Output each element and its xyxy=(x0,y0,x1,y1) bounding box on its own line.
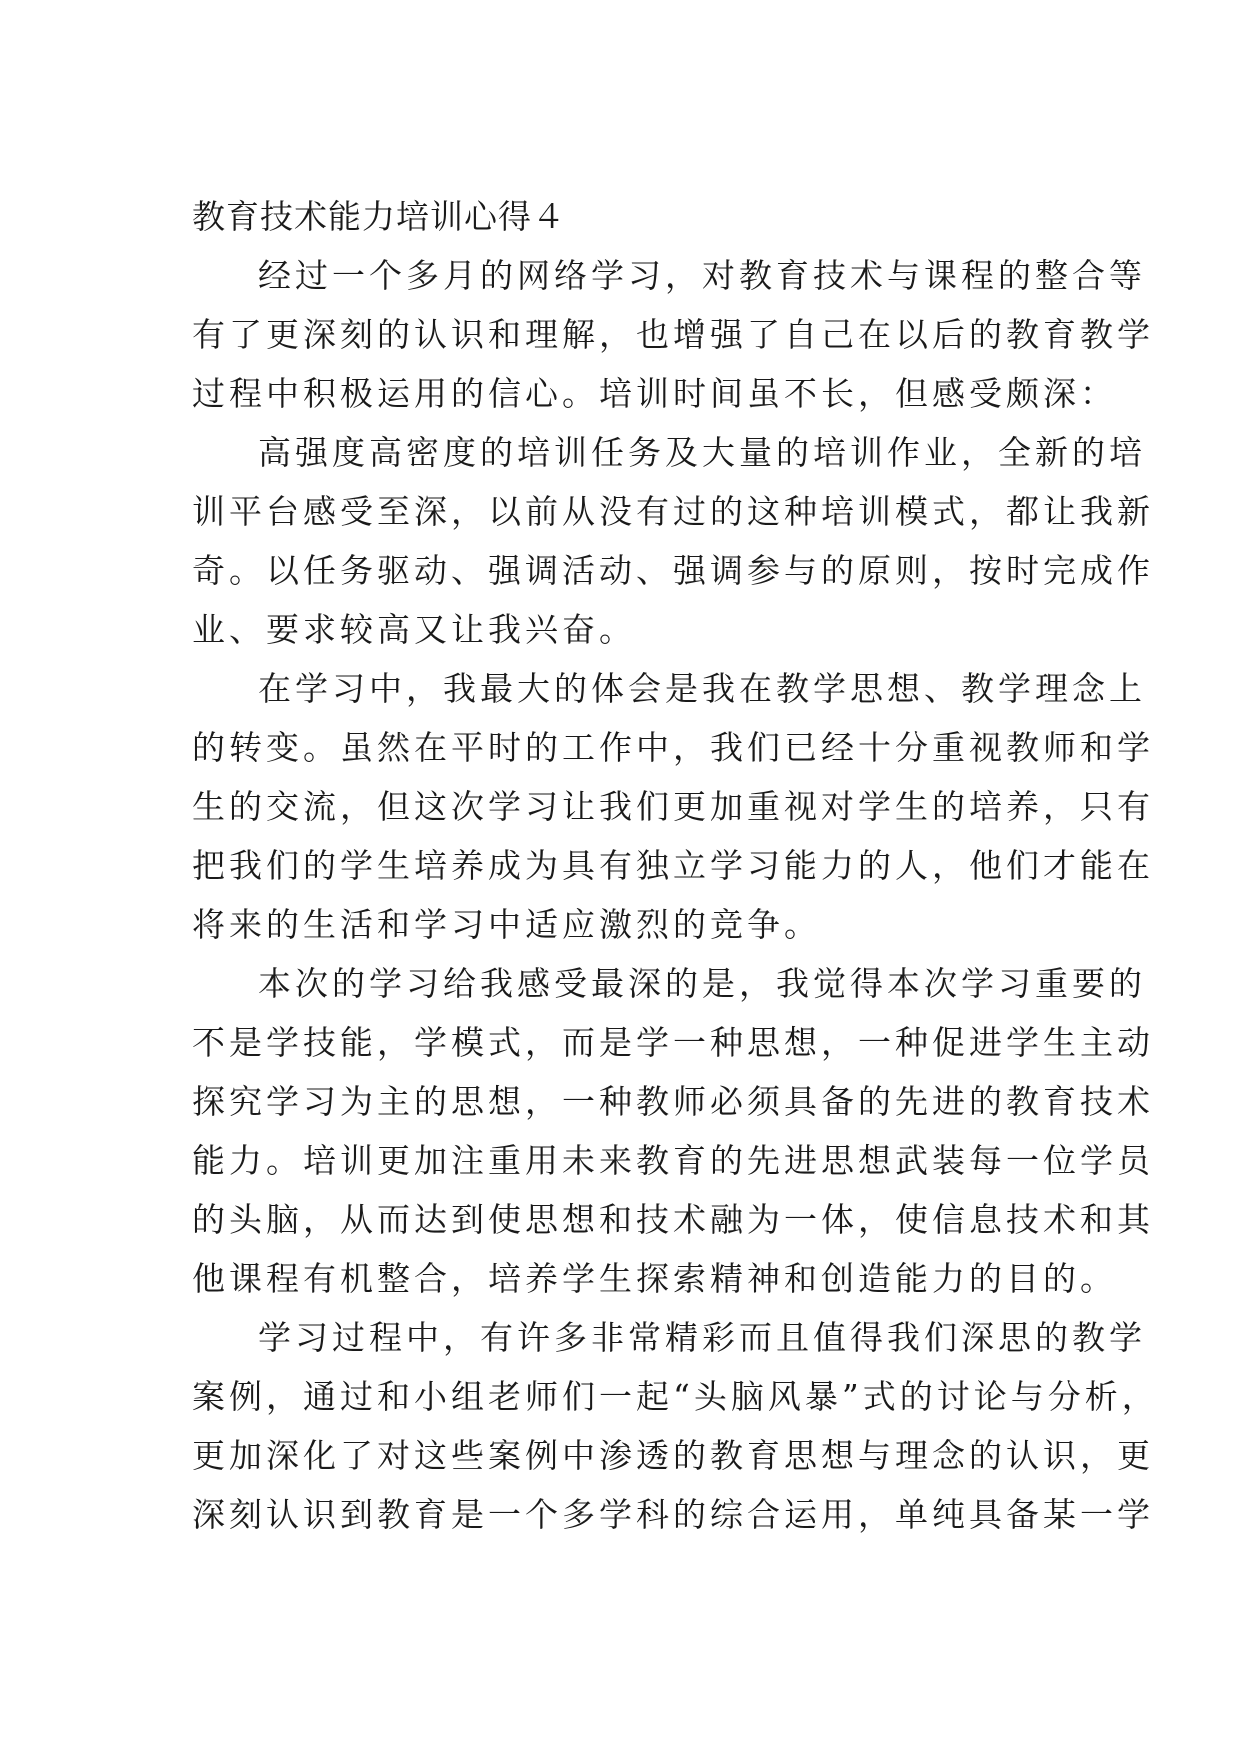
paragraph-3 xyxy=(192,659,1154,954)
paragraph-line: 不是学技能，学模式，而是学一种思想，一种促进学生主动 xyxy=(192,1023,1154,1062)
paragraph-line: 把我们的学生培养成为具有独立学习能力的人，他们才能在 xyxy=(192,846,1154,885)
paragraph-line: 高强度高密度的培训任务及大量的培训作业，全新的培 xyxy=(258,433,1146,472)
paragraph-line: 经过一个多月的网络学习，对教育技术与课程的整合等 xyxy=(258,256,1146,295)
paragraph-line: 业、要求较高又让我兴奋。 xyxy=(192,610,636,649)
paragraph-5 xyxy=(192,1308,1159,1544)
paragraph-line: 学习过程中，有许多非常精彩而且值得我们深思的教学 xyxy=(258,1318,1146,1357)
paragraph-line: 深刻认识到教育是一个多学科的综合运用，单纯具备某一学 xyxy=(192,1495,1154,1534)
paragraph-line: 更加深化了对这些案例中渗透的教育思想与理念的认识，更 xyxy=(192,1436,1154,1475)
paragraph-line: 的转变。虽然在平时的工作中，我们已经十分重视教师和学 xyxy=(192,728,1154,767)
paragraph-line: 生的交流，但这次学习让我们更加重视对学生的培养，只有 xyxy=(192,787,1154,826)
paragraph-line: 训平台感受至深，以前从没有过的这种培训模式，都让我新 xyxy=(192,492,1154,531)
paragraph-line: 有了更深刻的认识和理解，也增强了自己在以后的教育教学 xyxy=(192,315,1154,354)
paragraph-line: 探究学习为主的思想，一种教师必须具备的先进的教育技术 xyxy=(192,1082,1154,1121)
document-page xyxy=(192,188,1159,1544)
paragraph-1 xyxy=(192,246,1154,423)
paragraph-line: 他课程有机整合，培养学生探索精神和创造能力的目的。 xyxy=(192,1259,1117,1298)
paragraph-line: 在学习中，我最大的体会是我在教学思想、教学理念上 xyxy=(258,669,1146,708)
paragraph-2 xyxy=(192,423,1154,659)
paragraph-line: 奇。以任务驱动、强调活动、强调参与的原则，按时完成作 xyxy=(192,551,1154,590)
paragraph-line: 过程中积极运用的信心。培训时间虽不长，但感受颇深： xyxy=(192,374,1117,413)
paragraph-4 xyxy=(192,954,1154,1308)
paragraph-line: 本次的学习给我感受最深的是，我觉得本次学习重要的 xyxy=(258,964,1146,1003)
paragraph-line: 的头脑，从而达到使思想和技术融为一体，使信息技术和其 xyxy=(192,1200,1154,1239)
paragraph-line: 将来的生活和学习中适应激烈的竞争。 xyxy=(192,905,821,944)
paragraph-line: 案例，通过和小组老师们一起“头脑风暴”式的讨论与分析， xyxy=(192,1377,1159,1416)
document-title: 教育技术能力培训心得４ xyxy=(192,197,566,236)
paragraph-line: 能力。培训更加注重用未来教育的先进思想武装每一位学员 xyxy=(192,1141,1154,1180)
